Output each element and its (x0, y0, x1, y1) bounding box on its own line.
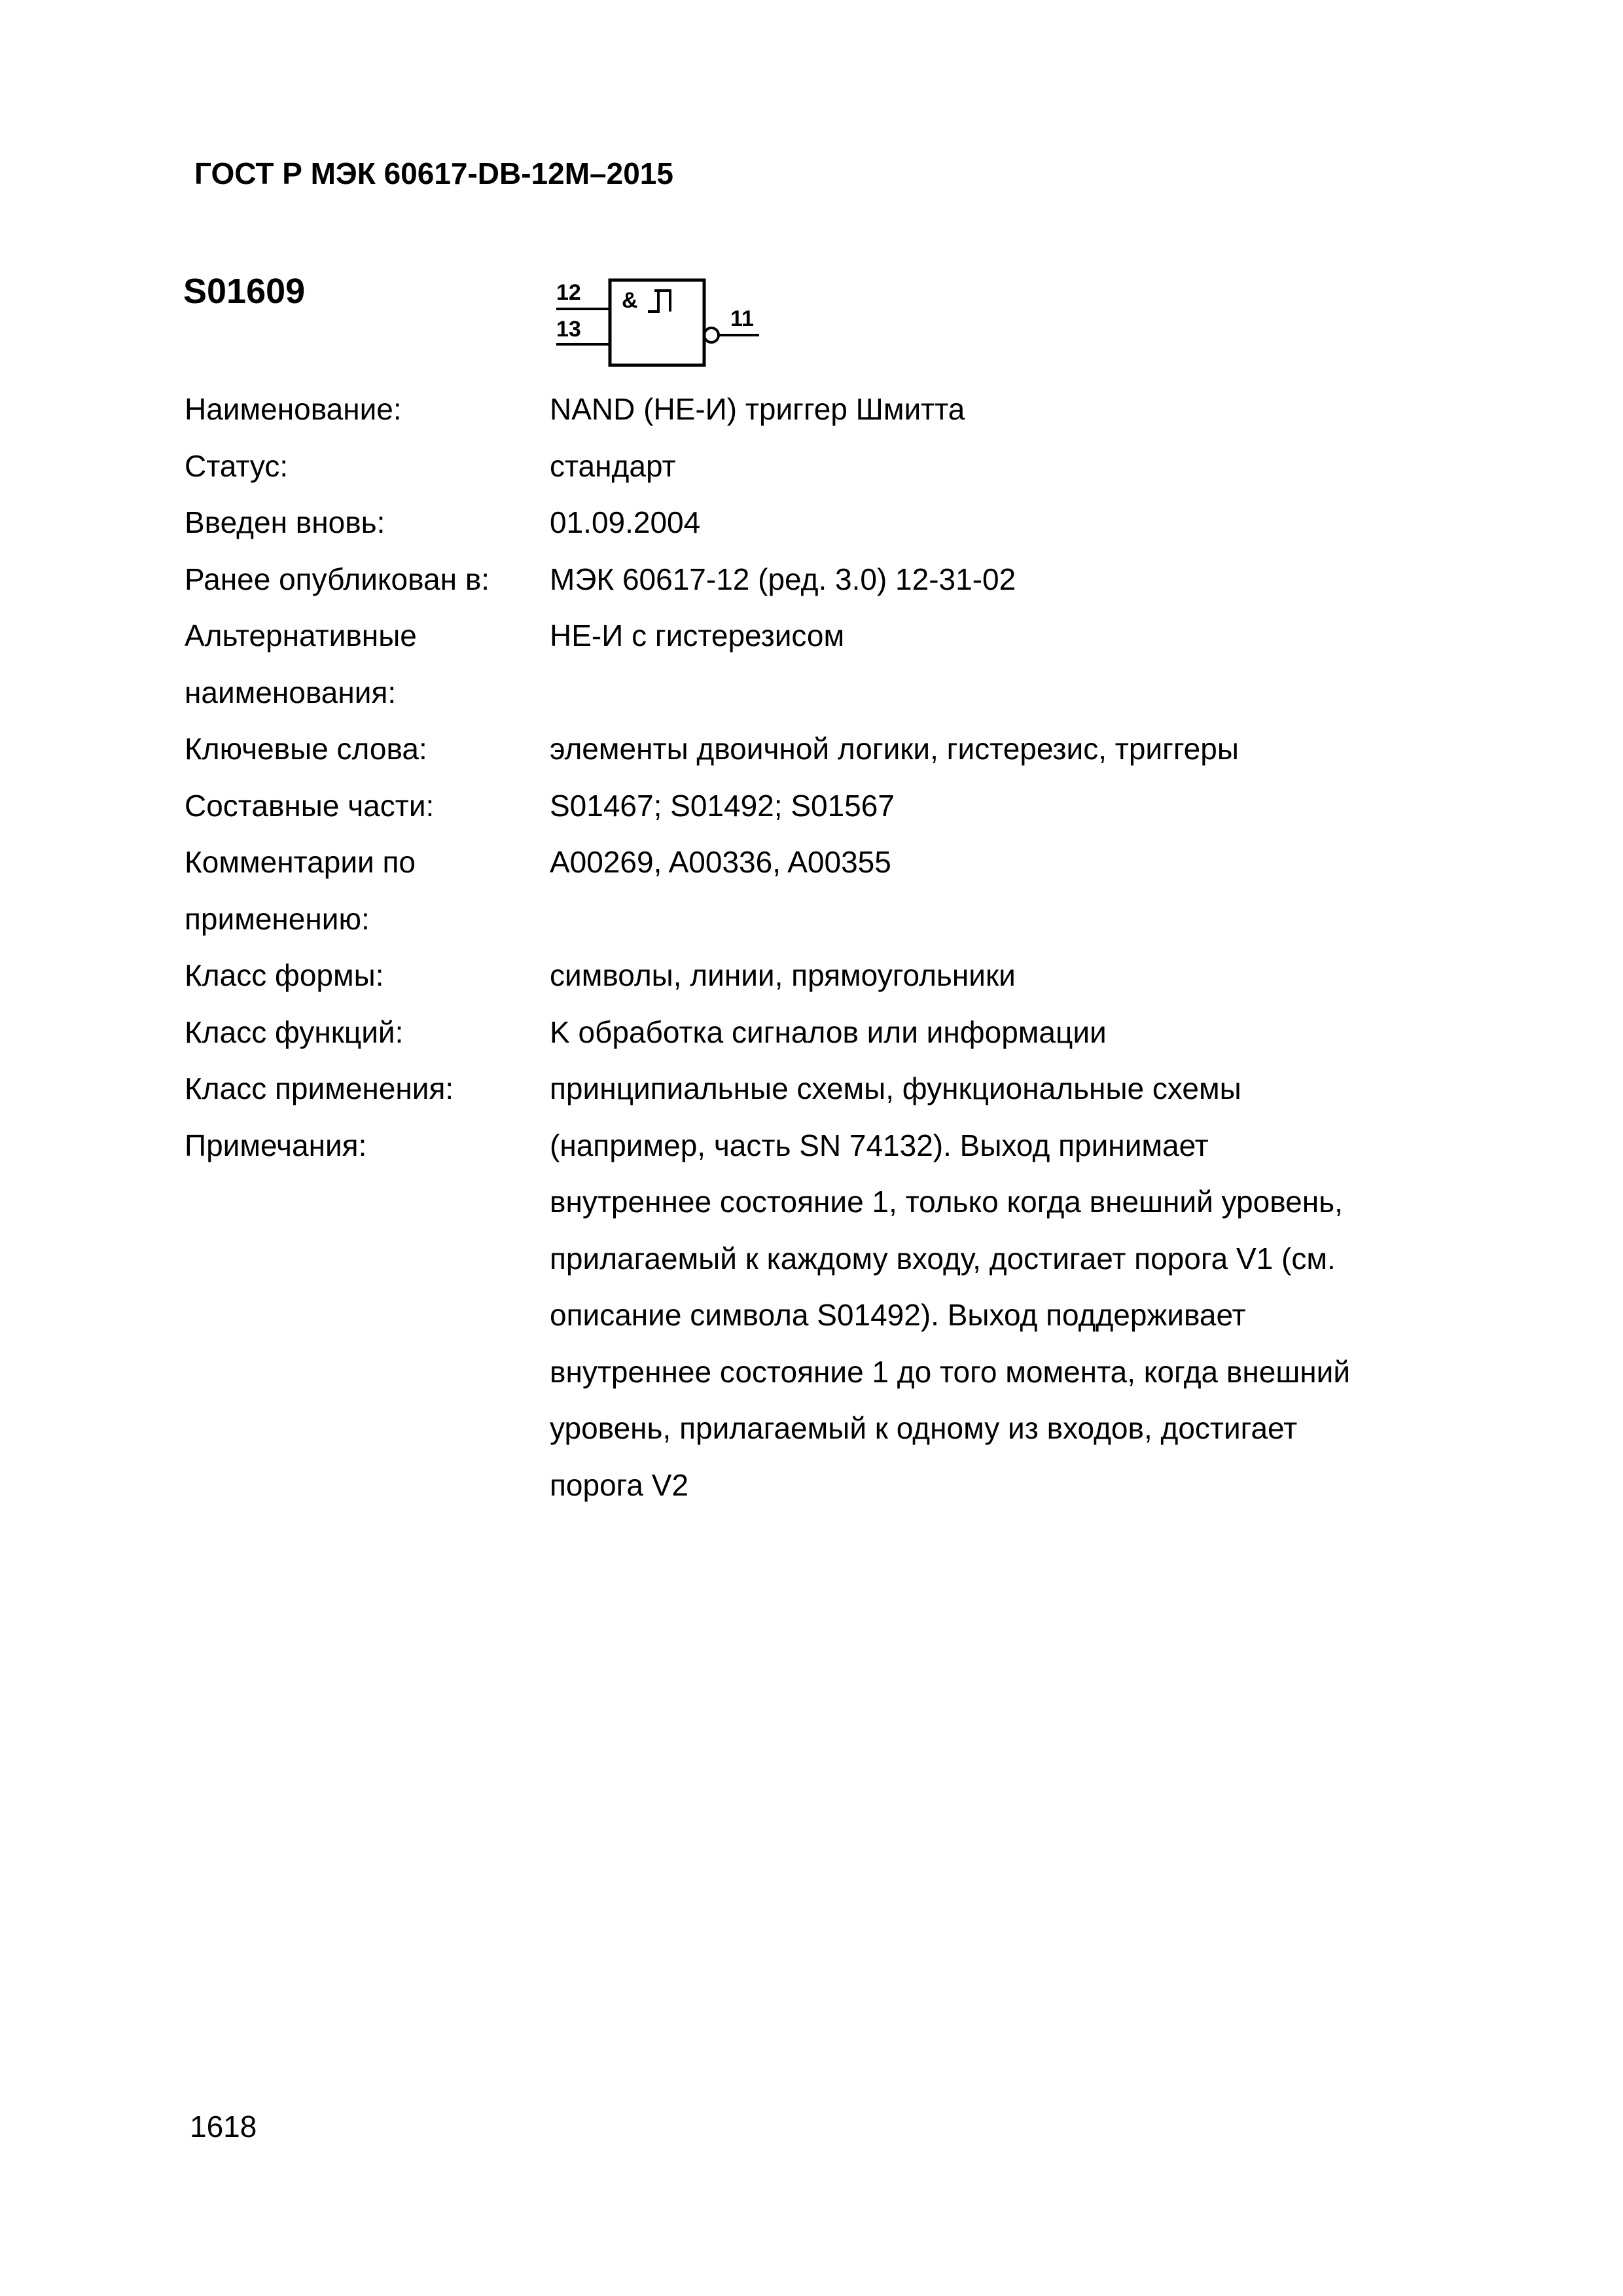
field-row-published (185, 551, 1428, 608)
input-label-1: 12 (556, 280, 581, 305)
field-value: (например, часть SN 74132). Выход принимает внутреннее состояние 1, только когда внешний уровень, прилагаемый к каждому входу, достигает порога V1 (см. описание символа S01492). Выход поддерживает внутреннее состояние 1 до того момента, когда внешний уровень, прилагаемый к одному из входов, достигает порога V2 (550, 1128, 1351, 1502)
field-value: K обработка сигналов или информации (550, 1014, 1107, 1049)
field-label: Класс формы: (185, 958, 384, 992)
field-row-function-class (185, 1004, 1428, 1061)
field-label: Статус: (185, 448, 289, 483)
field-value: стандарт (550, 448, 676, 483)
field-label: Ключевые слова: (185, 732, 427, 766)
field-value: МЭК 60617-12 (ред. 3.0) 12-31-02 (550, 562, 1016, 596)
field-row-application-class (185, 1060, 1428, 1117)
nand-schmitt-trigger-symbol (550, 267, 772, 375)
field-value: S01467; S01492; S01567 (550, 788, 895, 823)
field-label: Ранее опубликован в: (185, 562, 490, 596)
field-row-status (185, 438, 1428, 495)
field-value: НЕ-И с гистерезисом (550, 619, 845, 653)
field-label: Примечания: (185, 1128, 367, 1162)
field-value: NAND (НЕ-И) триггер Шмитта (550, 392, 965, 426)
input-label-2: 13 (556, 317, 581, 342)
field-label: Класс применения: (185, 1071, 454, 1105)
document-header: ГОСТ Р МЭК 60617-DB-12M–2015 (194, 156, 673, 190)
field-label: Альтернативные наименования: (185, 619, 417, 709)
page-number: 1618 (190, 2109, 257, 2144)
field-label: Наименование: (185, 392, 402, 426)
symbol-properties-table (185, 381, 1428, 1513)
field-label: Класс функций: (185, 1014, 404, 1049)
field-value: элементы двоичной логики, гистерезис, триггеры (550, 732, 1239, 766)
field-label: Введен вновь: (185, 505, 385, 539)
field-row-components (185, 778, 1428, 834)
field-value: 01.09.2004 (550, 505, 701, 539)
field-value: принципиальные схемы, функциональные схемы (550, 1071, 1241, 1105)
output-label: 11 (730, 306, 754, 331)
field-label: Комментарии по применению: (185, 845, 416, 936)
and-qualifier: & (622, 288, 638, 313)
field-row-keywords (185, 721, 1428, 778)
field-row-application-notes (185, 834, 1428, 947)
field-row-shape-class (185, 947, 1428, 1004)
field-row-name (185, 381, 1428, 438)
field-row-remarks (185, 1117, 1428, 1514)
field-value: символы, линии, прямоугольники (550, 958, 1016, 992)
field-value: A00269, A00336, A00355 (550, 845, 891, 879)
logic-gate-diagram (550, 267, 772, 372)
field-row-introduced (185, 494, 1428, 551)
symbol-code: S01609 (183, 272, 306, 311)
field-row-alternative-names (185, 607, 1428, 721)
negation-circle (704, 328, 719, 342)
field-label: Составные части: (185, 788, 435, 823)
